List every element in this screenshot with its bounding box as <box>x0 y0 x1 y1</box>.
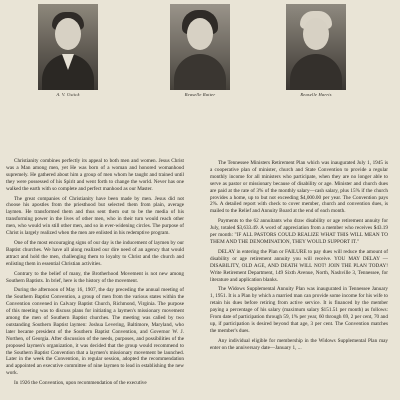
portrait-caption: A. V. Ustick <box>56 92 80 97</box>
right-column <box>210 160 388 355</box>
portrait-caption: Reaselle Harris <box>300 92 332 97</box>
paragraph: One of the most encouraging signs of our day is the inducement of laymen by our Baptist churches. We have all along realized our dire need of an agency that would attract and hold the men, challenging them to loyalty to Christ and the church and enlisting them in essential Christian activities. <box>6 239 184 267</box>
paragraph: The great companies of Christianity have been made by men. Jesus did not choose his apostles from the priesthood but selected them from plain, average laymen. He transformed them and thus sent them out to be the media of his transforming power in the lives of other men, who in their turn would reach other men, who would win still other men, and so in ever-widening circles. The purpose of Christ is largely realized when the men are enlisted in his redemptive program. <box>6 195 184 237</box>
paragraph: Any individual eligible for membership in the Widows Supplemental Plan may enter on the anniversary date—January 1, ... <box>210 337 388 351</box>
portrait-caption: Reaselle Ratter <box>184 92 216 97</box>
paragraph: The Widows Supplemental Annuity Plan was inaugurated in Tennessee January 1, 1951. It is a Plan by which a married man can provide some income for his wife to retain his dues before retiring from active service. It is financed by the member paying a percentage of his salary (maximum salary $151.51 per month) as follows: From date of participation through 59, 1% per year, 60 through 69, 2 per cent, 70 and up, if participation is desired beyond that age, 3 per cent. The Convention matches the member's dues. <box>210 286 388 334</box>
paragraph: Payments to the 62 annuitants who draw disability or age retirement annuity for July, totaled $3,633.49. A word of appreciation from a member who receives $43.19 per month: "IF ALL PASTORS COULD REALIZE WHAT THIS WILL MEAN TO THEM AND THE DENOMINATION, THEY WOULD SUPPORT IT." <box>210 218 388 245</box>
paragraph: In 1926 the Convention, upon recommendation of the executive <box>14 380 147 387</box>
paragraph: The Tennessee Ministers Retirement Plan which was inaugurated July 1, 1945 is a cooperative plan of minister, church and State Convention to provide a regular monthly income for all ministers who participate, when they are no longer able to serve as pastor or missionary because of disability or age. Minister and church dues are paid at the rate of 3% of the monthly salary—cash salary, plus 15% if the church provides a home, up to but not exceeding $4,000.00 per year. The Convention pays 2%. A detailed report with check to cover member, church and convention dues, is mailed to the Relief and Annuity Board at the end of each month. <box>210 160 388 215</box>
paragraph: Christianity combines perfectly its appeal to both men and women. Jesus Christ was a Man among men, yet He was born of a woman and honored womanhood supremely. He gathered about him a group of men whom he taught and trained until they were possessed of his Spirit and went forth to change the world. Never has one walked the earth with so complete and perfect manhood as our Master. <box>6 158 184 192</box>
paragraph: Contrary to the belief of many, the Brotherhood Movement is not new among Southern Baptists. In brief, here is the history of the movement. <box>6 270 184 284</box>
portrait-left <box>38 4 98 90</box>
portrait-right <box>286 4 346 90</box>
paragraph: During the afternoon of May 16, 1907, the day preceding the annual meeting of the Southern Baptist Convention, a group of men from the various states within the Convention convened in Calvary Baptist Church, Richmond, Virginia. The purpose of this meeting was to discuss plans for initiating a laymen's missionary movement among the men of Southern Baptist churches. The meeting was called by two outstanding Southern Baptist laymen: Joshua Levering, Baltimore, Maryland, who later became president of the Southern Baptist Convention, and Governor W. J. Northen, of Georgia. After discussion of the needs, purposes, and possibilities of the proposed laymen's organization, it was decided that the group would recommend to the Southern Baptist Convention that a laymen's missionary movement be launched. Later in the week the Convention, in regular session, adopted the recommendation and appointed an executive committee of nine laymen to lead in establishing the new work. <box>6 287 184 377</box>
portrait-center <box>170 4 230 90</box>
left-column <box>6 158 184 390</box>
paragraph: DELAY in entering the Plan or FAILURE to pay dues will reduce the amount of disability or age retirement annuity you will receive. YOU MAY DELAY — DISABILITY, OLD AGE, AND DEATH WILL NOT! JOIN THE PLAN TODAY! Write Retirement Department, 149 Sixth Avenue, North, Nashville 3, Tennessee, for literature and application blanks. <box>210 248 388 283</box>
